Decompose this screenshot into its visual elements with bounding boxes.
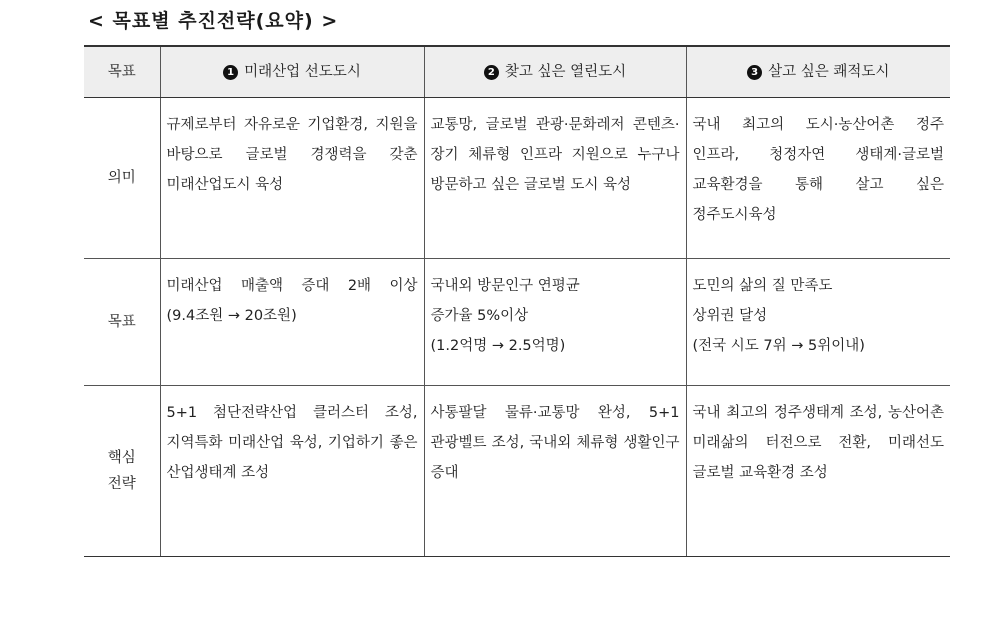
row-label-core-strategy: [84, 386, 160, 557]
row-label-meaning: 의미: [84, 98, 160, 259]
filled-circle-number-2-icon: 2: [484, 65, 499, 80]
cell-goal-3-line-2: 상위권 달성: [692, 308, 768, 324]
table-row-goal: [84, 259, 950, 386]
row-label-goal: 목표: [84, 259, 160, 386]
cell-goal-2: [424, 259, 686, 386]
cell-goal-3-line-3: (전국 시도 7위 → 5위이내): [692, 338, 865, 354]
header-column-1-title: 미래산업 선도도시: [244, 64, 361, 80]
cell-strategy-1: 5+1 첨단전략산업 클러스터 조성, 지역특화 미래산업 육성, 기업하기 좋은 산업생태계 조성: [160, 386, 424, 557]
header-goal-label: 목표: [84, 46, 160, 98]
cell-goal-1-line-1: 미래산업 매출액 증대 2배 이상 (9.4조원 → 20조원): [166, 278, 418, 324]
header-column-2-title: 찾고 싶은 열린도시: [504, 64, 627, 80]
table-row-core-strategy: [84, 386, 950, 557]
cell-goal-3: [686, 259, 950, 386]
cell-meaning-1: 규제로부터 자유로운 기업환경, 지원을 바탕으로 글로벌 경쟁력을 갖춘 미래산업도시 육성: [160, 98, 424, 259]
cell-meaning-2: 교통망, 글로벌 관광·문화레저 콘텐츠·장기 체류형 인프라 지원으로 누구나 방문하고 싶은 글로벌 도시 육성: [424, 98, 686, 259]
header-column-2: [424, 46, 686, 98]
cell-goal-2-line-3: (1.2억명 → 2.5억명): [430, 338, 566, 354]
cell-strategy-3: 국내 최고의 정주생태계 조성, 농산어촌 미래삶의 터전으로 전환, 미래선도 글로벌 교육환경 조성: [686, 386, 950, 557]
cell-goal-2-line-2: 증가율 5%이상: [430, 308, 529, 324]
header-column-3-title: 살고 싶은 쾌적도시: [768, 64, 890, 80]
filled-circle-number-3-icon: 3: [747, 65, 762, 80]
cell-goal-3-line-1: 도민의 삶의 질 만족도: [692, 278, 833, 294]
row-label-core-strategy-line-2: 전략: [107, 476, 136, 492]
cell-strategy-2: 사통팔달 물류·교통망 완성, 5+1 관광벨트 조성, 국내외 체류형 생활인구 증대: [424, 386, 686, 557]
goals-strategy-table: [84, 45, 950, 557]
header-column-3: [686, 46, 950, 98]
row-label-core-strategy-line-1: 핵심: [107, 450, 136, 466]
header-column-1: [160, 46, 424, 98]
cell-meaning-3: 국내 최고의 도시·농산어촌 정주 인프라, 청정자연 생태계·글로벌 교육환경을 통해 살고 싶은 정주도시육성: [686, 98, 950, 259]
cell-goal-2-line-1: 국내외 방문인구 연평균: [430, 278, 580, 294]
cell-goal-1: [160, 259, 424, 386]
document-title: < 목표별 추진전략(요약) >: [88, 10, 339, 32]
filled-circle-number-1-icon: 1: [223, 65, 238, 80]
table-row-meaning: [84, 98, 950, 259]
table-header-row: [84, 46, 950, 98]
